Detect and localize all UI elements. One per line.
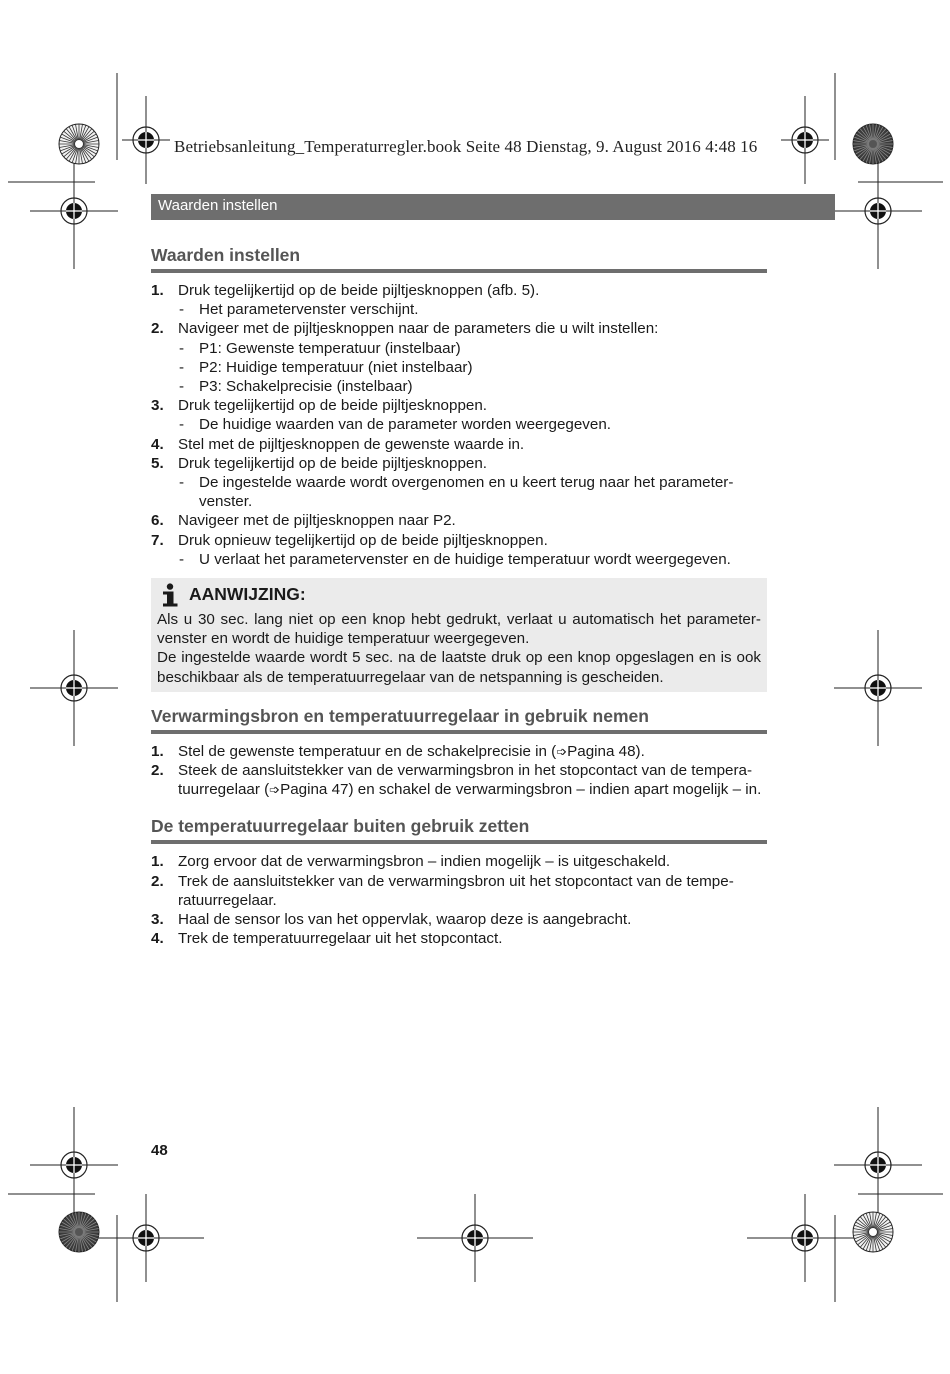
step-number: 3.	[151, 911, 164, 929]
step-text: Zorg ervoor dat de verwarmingsbron – indien mogelijk – is uitgeschakeld.	[178, 853, 671, 871]
page-number: 48	[151, 1142, 168, 1159]
sub-item: - De ingestelde waarde wordt overgenomen en u keert terug naar het parameter-venster.	[178, 473, 767, 511]
step-text: Druk tegelijkertijd op de beide pijltjesknoppen.	[178, 397, 488, 415]
color-wheel-center	[869, 1228, 878, 1237]
step-1	[151, 852, 767, 871]
print-header: Betriebsanleitung_Temperaturregler.book Seite 48 Dienstag, 9. August 2016 4:48 16	[174, 137, 758, 156]
color-wheel-center	[75, 140, 84, 149]
sub-item: - P1: Gewenste temperatuur (instelbaar)	[178, 339, 767, 358]
step-number: 5.	[151, 454, 164, 472]
note-header	[157, 582, 761, 608]
step-text: Trek de aansluitstekker van de verwarmingsbron uit het stopcontact van de tempe-ratuurregelaar.	[178, 872, 734, 909]
step-number: 4.	[151, 435, 164, 453]
step-1	[151, 281, 767, 319]
step-text: Steek de aansluitstekker van de verwarmingsbron in het stopcontact van de tempera-tuurregelaar (	[178, 762, 753, 799]
step-number: 2.	[151, 320, 164, 338]
step-text: Druk tegelijkertijd op de beide pijltjesknoppen (afb. 5).	[178, 282, 540, 299]
step-text: Druk opnieuw tegelijkertijd op de beide pijltjesknoppen.	[178, 531, 548, 549]
section-header-bar	[151, 194, 835, 220]
note-paragraph: De ingestelde waarde wordt 5 sec. na de laatste druk op een knop opgeslagen en is ook beschikbaar als de temperatuurregelaar van de netspanning is gescheiden.	[157, 649, 761, 686]
page-reference: Pagina 47	[280, 781, 349, 799]
note-title: AANWIJZING:	[189, 584, 306, 605]
step-number: 2.	[151, 762, 164, 780]
sub-item: - P3: Schakelprecisie (instelbaar)	[178, 377, 767, 396]
note-box	[151, 578, 767, 692]
step-4	[151, 435, 767, 454]
info-icon	[159, 583, 181, 607]
step-7	[151, 531, 767, 569]
step-text: ).	[635, 742, 645, 760]
sub-item: - De huidige waarden van de parameter worden weergegeven.	[178, 415, 767, 434]
step-text: ) en schakel de verwarmingsbron – indien apart mogelijk – in.	[348, 781, 762, 799]
sub-item: - U verlaat het parametervenster en de huidige temperatuur wordt weergegeven.	[178, 550, 767, 569]
step-number: 7.	[151, 531, 164, 549]
section-title: Waarden instellen	[151, 244, 767, 273]
step-1	[151, 742, 767, 761]
section-header-label: Waarden instellen	[158, 197, 278, 214]
sub-item: - P2: Huidige temperatuur (niet instelbaar)	[178, 358, 767, 377]
arrow-icon: ➩	[556, 743, 568, 759]
step-3	[151, 910, 767, 929]
step-number: 1.	[151, 282, 164, 299]
step-number: 1.	[151, 853, 164, 871]
color-wheel-center	[75, 1228, 84, 1237]
step-text: Haal de sensor los van het oppervlak, waarop deze is aangebracht.	[178, 911, 632, 929]
step-text: Navigeer met de pijltjesknoppen naar de parameters die u wilt instellen:	[178, 320, 659, 338]
note-paragraph: Als u 30 sec. lang niet op een knop hebt gedrukt, verlaat u automatisch het parameter-venster en wordt de huidige temperatuur weergegeven.	[157, 611, 761, 648]
step-number: 4.	[151, 930, 164, 948]
steps-list	[151, 281, 767, 569]
step-text: Stel met de pijltjesknoppen de gewenste waarde in.	[178, 435, 525, 453]
steps-list	[151, 742, 767, 800]
steps-list	[151, 852, 767, 948]
step-4	[151, 929, 767, 948]
step-2	[151, 761, 767, 799]
step-2	[151, 319, 767, 396]
step-2	[151, 872, 767, 910]
color-wheel-center	[869, 140, 878, 149]
step-6	[151, 511, 767, 530]
step-text: Stel de gewenste temperatuur en de schakelprecisie in (	[178, 742, 557, 760]
page-reference: Pagina 48	[567, 742, 636, 760]
sub-item: - Het parametervenster verschijnt.	[178, 300, 767, 319]
section-title: De temperatuurregelaar buiten gebruik zetten	[151, 815, 767, 844]
step-number: 3.	[151, 397, 164, 415]
step-3	[151, 396, 767, 434]
page-content	[151, 244, 767, 948]
section-title: Verwarmingsbron en temperatuurregelaar in gebruik nemen	[151, 705, 767, 734]
arrow-icon: ➩	[269, 782, 281, 798]
step-number: 1.	[151, 742, 164, 760]
step-text: Trek de temperatuurregelaar uit het stopcontact.	[178, 930, 503, 948]
step-5	[151, 454, 767, 512]
step-number: 6.	[151, 512, 164, 530]
step-number: 2.	[151, 872, 164, 890]
step-text: Druk tegelijkertijd op de beide pijltjesknoppen.	[178, 454, 488, 472]
step-text: Navigeer met de pijltjesknoppen naar P2.	[178, 512, 456, 530]
